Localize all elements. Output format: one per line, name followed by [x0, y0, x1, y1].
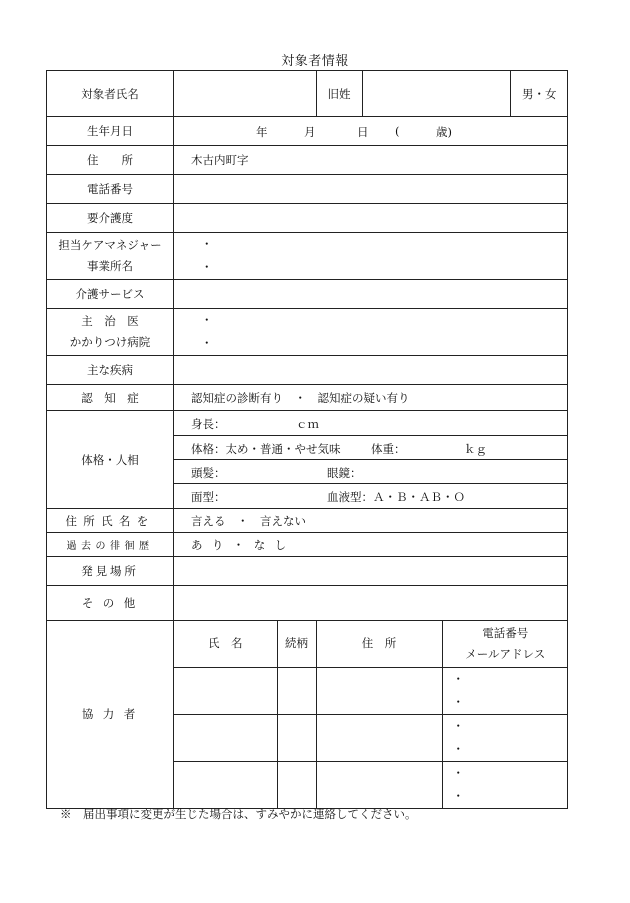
coop-address-field[interactable]	[316, 714, 442, 761]
other-label: そ の 他	[47, 586, 174, 621]
footnote: ※ 届出事項に変更が生じた場合は、すみやかに連絡してください。	[60, 807, 417, 821]
weight-label: 体重：	[371, 441, 406, 456]
phone-field[interactable]	[174, 175, 568, 204]
coop-name-field[interactable]	[174, 761, 277, 808]
former-name-field[interactable]	[362, 71, 510, 116]
coop-contact-field[interactable]	[442, 667, 568, 714]
gender-options[interactable]: 男・女	[522, 86, 557, 101]
blood-options: 血液型：Ａ・Ｂ・ＡＢ・Ｏ	[327, 489, 465, 504]
care-manager-field[interactable]	[174, 233, 568, 280]
weight-unit: ｋｇ	[464, 441, 487, 456]
doctor-label	[47, 309, 174, 356]
cooperators-table-cell	[174, 621, 568, 809]
other-field[interactable]	[174, 586, 568, 621]
bullet: ・	[452, 788, 464, 803]
coop-name-field[interactable]	[174, 667, 277, 714]
height-unit: ｃｍ	[296, 417, 319, 431]
height-label: 身長：	[191, 417, 226, 431]
physique-label: 体格・人相	[47, 411, 174, 509]
bullet: ・	[452, 741, 464, 756]
birth-field[interactable]	[174, 117, 568, 146]
wander-history-label: 過去の徘徊歴	[47, 533, 174, 557]
care-manager-label	[47, 233, 174, 280]
dementia-label: 認 知 症	[47, 385, 174, 411]
coop-header-name: 氏 名	[174, 621, 277, 667]
month-label: 月	[304, 125, 316, 139]
care-level-label: 要介護度	[47, 204, 174, 233]
coop-name-field[interactable]	[174, 714, 277, 761]
care-level-field[interactable]	[174, 204, 568, 233]
bullet: ・	[452, 718, 464, 733]
bullet: ・	[201, 313, 213, 327]
coop-header-address: 住 所	[316, 621, 442, 667]
hair-label: 頭髪：	[191, 465, 226, 480]
can-say-label: 住所氏名を	[47, 509, 174, 533]
care-manager-label-line2: 事業所名	[87, 259, 133, 273]
bullet: ・	[201, 260, 213, 274]
doctor-field[interactable]	[174, 309, 568, 356]
name-label: 対象者氏名	[47, 71, 174, 117]
bullet: ・	[452, 671, 464, 686]
doctor-label-line2: かかりつけ病院	[69, 335, 151, 349]
bullet: ・	[201, 237, 213, 251]
doctor-label-line1: 主 治 医	[81, 314, 139, 328]
hair-glasses-field[interactable]	[174, 459, 567, 483]
name-field[interactable]	[174, 71, 316, 116]
care-service-label: 介護サービス	[47, 280, 174, 309]
phone-label: 電話番号	[47, 175, 174, 204]
disease-label: 主な疾病	[47, 356, 174, 385]
dementia-options[interactable]: 認知症の診断有り ・ 認知症の疑い有り	[174, 385, 568, 411]
birth-label: 生年月日	[47, 117, 174, 146]
disease-field[interactable]	[174, 356, 568, 385]
subject-info-form	[46, 70, 568, 809]
coop-contact-field[interactable]	[442, 714, 568, 761]
bullet: ・	[201, 336, 213, 350]
build-options: 体格：太め・普通・やせ気味	[191, 441, 341, 456]
address-field[interactable]: 木古内町字	[174, 146, 568, 175]
day-label: 日	[357, 125, 369, 139]
wander-options[interactable]: あ り ・ な し	[174, 533, 568, 557]
glasses-label: 眼鏡：	[327, 465, 362, 480]
coop-header-contact	[442, 621, 568, 667]
age-open: (	[395, 124, 400, 138]
can-say-options[interactable]: 言える ・ 言えない	[174, 509, 568, 533]
bullet: ・	[452, 694, 464, 709]
face-blood-field[interactable]	[174, 483, 567, 508]
former-name-label: 旧姓	[316, 71, 362, 116]
build-weight-field[interactable]	[174, 435, 567, 459]
address-label: 住 所	[47, 146, 174, 175]
bullet: ・	[452, 765, 464, 780]
coop-relation-field[interactable]	[277, 667, 316, 714]
coop-header-email: メールアドレス	[465, 646, 546, 661]
cooperators-label: 協 力 者	[47, 621, 174, 809]
coop-contact-field[interactable]	[442, 761, 568, 808]
age-label: 歳)	[436, 125, 452, 139]
coop-header-relation: 続柄	[277, 621, 316, 667]
coop-relation-field[interactable]	[277, 714, 316, 761]
coop-address-field[interactable]	[316, 667, 442, 714]
height-field[interactable]	[174, 411, 567, 435]
found-place-field[interactable]	[174, 557, 568, 586]
care-manager-label-line1: 担当ケアマネジャー	[58, 238, 162, 252]
face-label: 面型：	[191, 489, 226, 504]
physique-fields	[174, 411, 568, 509]
care-service-field[interactable]	[174, 280, 568, 309]
year-label: 年	[256, 125, 268, 139]
form-title: 対象者情報	[281, 54, 349, 69]
cooperators-table	[174, 621, 568, 808]
coop-address-field[interactable]	[316, 761, 442, 808]
coop-header-phone: 電話番号	[482, 625, 529, 640]
found-place-label: 発見場所	[47, 557, 174, 586]
coop-relation-field[interactable]	[277, 761, 316, 808]
name-row	[174, 71, 568, 117]
